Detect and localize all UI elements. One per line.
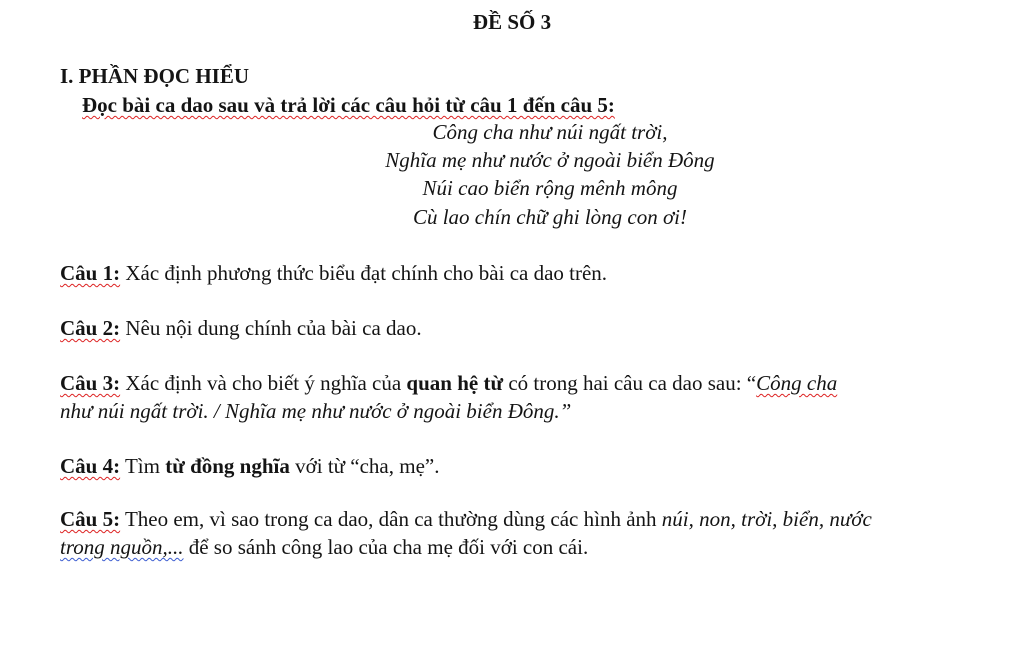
question-3-text-b: có trong hai câu ca dao sau: “ (503, 371, 757, 395)
question-3-text-a: Xác định và cho biết ý nghĩa của (120, 371, 407, 395)
question-5-italic-b: trong nguồn,... (60, 535, 184, 559)
question-4-text-b: với từ “cha, mẹ”. (289, 454, 440, 478)
question-3-italic-a: Công cha (756, 371, 838, 395)
question-1-text: Xác định phương thức biểu đạt chính cho bài ca dao trên. (120, 261, 608, 285)
question-1-label: Câu 1: (60, 261, 121, 285)
poem-line-2: Nghĩa mẹ như nước ở ngoài biển Đông (385, 148, 715, 172)
poem-line-1: Công cha như núi ngất trời, (432, 120, 668, 144)
question-4-text-a: Tìm (120, 454, 166, 478)
question-2-text: Nêu nội dung chính của bài ca dao. (120, 316, 422, 340)
question-5-text-b: để so sánh công lao của cha mẹ đối với con cái. (183, 535, 589, 559)
question-5-label: Câu 5: (60, 507, 121, 531)
question-3-label: Câu 3: (60, 371, 121, 395)
question-4-label: Câu 4: (60, 454, 121, 478)
question-5-italic-a: núi, non, trời, biển, nước (661, 507, 872, 531)
question-5 (60, 505, 872, 533)
question-2 (60, 314, 422, 342)
reading-instruction: Đọc bài ca dao sau và trả lời các câu hỏi từ câu 1 đến câu 5: (82, 93, 615, 117)
question-4-bold: từ đồng nghĩa (165, 454, 290, 478)
poem-line-4: Cù lao chín chữ ghi lòng con ơi! (412, 205, 688, 229)
question-2-label: Câu 2: (60, 316, 121, 340)
question-3-line-2: như núi ngất trời. / Nghĩa mẹ như nước ở ngoài biển Đông.” (60, 399, 572, 423)
question-4 (60, 452, 439, 480)
section-heading: I. PHẦN ĐỌC HIỂU (60, 64, 250, 88)
question-1 (60, 259, 607, 287)
question-3-bold: quan hệ từ (406, 371, 504, 395)
poem-line-3: Núi cao biển rộng mênh mông (422, 176, 678, 200)
question-5-text-a: Theo em, vì sao trong ca dao, dân ca thường dùng các hình ảnh (120, 507, 662, 531)
question-3 (60, 369, 837, 397)
exam-title: ĐỀ SỐ 3 (472, 10, 552, 34)
question-5-line-2 (60, 533, 588, 561)
